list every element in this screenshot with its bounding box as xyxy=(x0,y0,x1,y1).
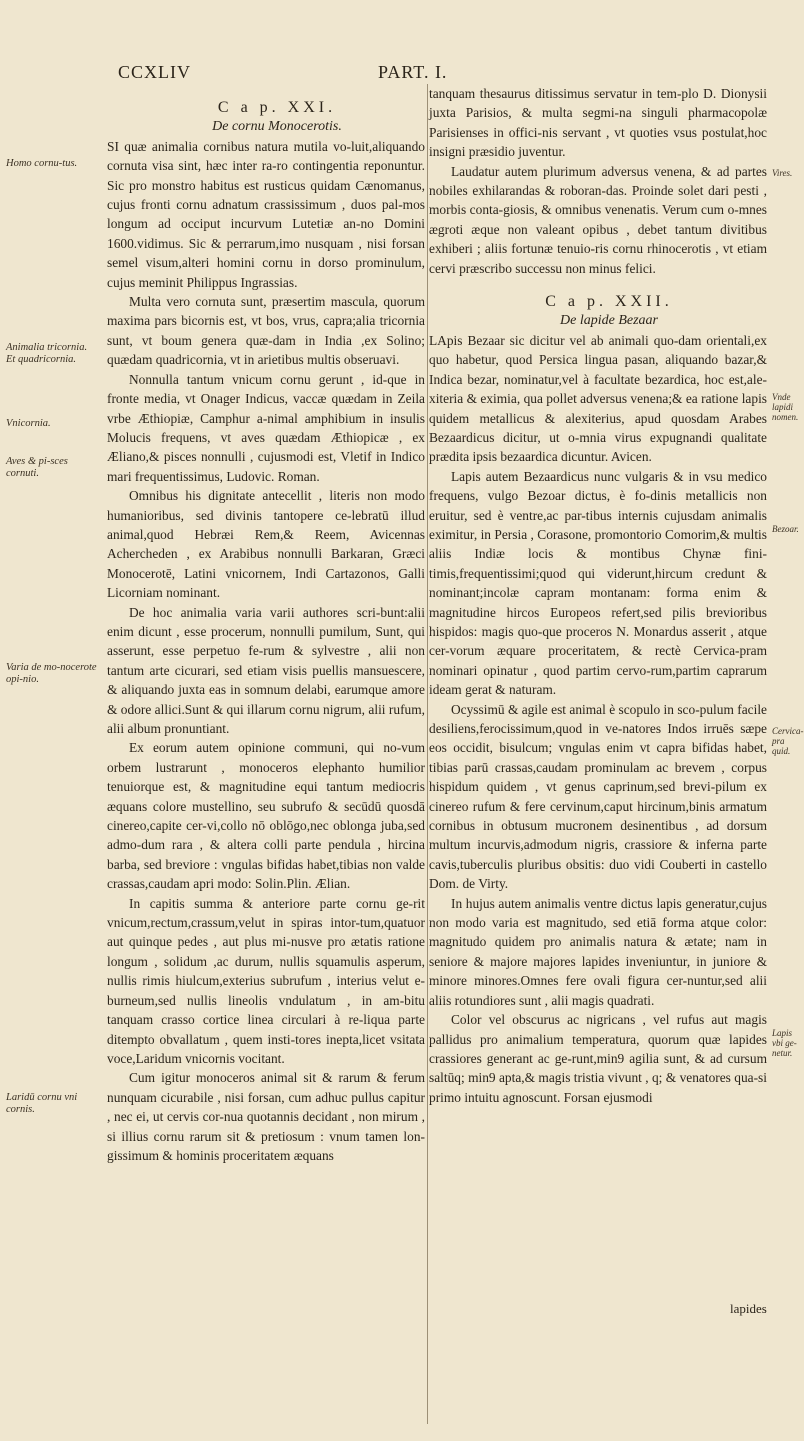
right-column xyxy=(429,84,767,1107)
chapter-heading: C a p. XXI. xyxy=(217,99,337,116)
margin-note: Bezoar. xyxy=(772,524,799,534)
margin-note: Aves & pi-sces cornuti. xyxy=(6,456,68,479)
margin-note: Cervica-pra quid. xyxy=(772,726,804,756)
paragraph: tanquam thesaurus ditissimus servatur in tem-plo D. Dionysii juxta Parisios, & multa segmi-na singuli pharmacopolæ Parisienses in offici-nis servant , vt quoties vsus postulat,hoc insigni præsidio juventur. xyxy=(429,86,767,160)
paragraph: Color vel obscurus ac nigricans , vel rufus aut magis pallidus pro animalium temperatura, quorum quæ lapides crassiores generant ac ge-runt,min9 agilia sunt, & ad cursum saltūq; min9 apta,& magis tristia vivunt , q; & venatores qua-si primo intuitu agnoscunt. Forsan ejusmodi xyxy=(429,1012,767,1105)
paragraph: Nonnulla tantum vnicum cornu gerunt , id-que in fronte media, vt Onager Indicus, vaccæ quædam in Zeila vrbe Æthiopiæ, Camphur a-nimal amphibium in insulis Molucis frequens, vt aves quædam Æthiopicæ , ex Æliano,& pisces nonnulli , cujusmodi est, Vletif in Indico mari frequentissimus, Ludovic. Roman. xyxy=(107,371,425,484)
margin-note: Lapis vbi ge-netur. xyxy=(772,1028,797,1058)
paragraph: Ex eorum autem opinione communi, qui no-vum orbem lustrarunt , monoceros elephanto humilior tenuiorque est, & magnitudine equi tantum mediocris æquans colore mustellino, seu subrufo & secūdū quosdā cinereo,capite cer-vi,collo nō oblōgo,nec oblonga juba,sed admo-dum rara , & altera colli parte pendula , hircina barba, sed breviore : vngulas bifidas habet,tibias non valde crassas,caudam apri modo: Solin.Plin. Ælian. xyxy=(107,740,425,892)
page-number: CCXLIV xyxy=(118,62,191,82)
paragraph: Lapis autem Bezaardicus nunc vulgaris & in vsu medico frequens, vulgo Bezoar dictus, è fo-dinis metallicis non eruitur, sed è ventre,ac par-tibus internis cujusdam animalis eximitur, in Persia , Corasone, promontorio Comorim,& multis aliis Indiæ locis & montibus Chynæ fini-timis,frequentissimi;quod qui viderunt,hircum credunt & nominant;incolæ capram montanam: forma enim & magnitudine hircos Europeos refert,sed pilis brevioribus hispidos: magis quo-que proceros N. Monardus asserit , atque cer-vorum æquare proceritatem, & rectè Cervica-pram nominari opinatur , quod partim cervo-rum,partim caprarum ideam gerat & naturam. xyxy=(429,468,767,698)
margin-note: Varia de mo-nocerote opi-nio. xyxy=(6,662,97,685)
paragraph: In capitis summa & anteriore parte cornu ge-rit vnicum,rectum,crassum,velut in spiras intor-tum,quatuor aut quinque pedes , aut plus mi-nusve pro ætatis ratione longum , solidum ,ac durum, nullis squamulis asperum, nullis rimis hiulcum,exterius subrufum , interius velut e-burneum,sed nullis lineolis vndulatum , in am-bitu tanquam crasso cortice linea circulari à re-liqua parte ditempto obvallatum , quem insti-tores inepta,licet vsitata voce,Laridum vnicornis vocitant. xyxy=(107,895,425,1066)
catchword: lapides xyxy=(730,1301,767,1316)
margin-note: Vires. xyxy=(772,168,793,178)
paragraph: Omnibus his dignitate antecellit , literis non modo humanioribus, sed divinis tantopere ce-lebratū illud animal,quod Hebræi Rem,& Reem, Avicennas Achercheden , ex Arabibus nonnulli Barkaran, Græci Monocerotē, Latini vnicornem, Indi Cartazonos, Galli Licorniam nominant. xyxy=(107,488,425,601)
margin-note: Homo cornu-tus. xyxy=(6,158,78,169)
paragraph: Laudatur autem plurimum adversus venena, & ad partes nobiles exhilarandas & roboran-das. Proinde solet dari pesti , morbis conta-giosis, & omnibus venenatis. Verum cum o-mnes ægroti æque non valeant opibus , debet tantum divitibus exhiberi ; aliis fortunæ tenuio-ris cornu rhinocerotis , vt etiam cervi præscribo successu non minus felici. xyxy=(429,163,767,276)
margin-note: Laridū cornu vni cornis. xyxy=(6,1092,78,1115)
running-head: PART. I. xyxy=(378,62,448,82)
paragraph: Multa vero cornuta sunt, præsertim mascula, quorum maxima pars bicornis est, vt bos, vrus, capra;alia tricornia sunt, vt boum genera quæ-dam in India ,ex Solino; quædam quadricornia, vt in arietibus multis obseruavi. xyxy=(107,294,425,368)
chapter-title: De cornu Monocerotis. xyxy=(212,119,342,135)
column-divider xyxy=(427,84,428,1424)
paragraph: De hoc animalia varia varii authores scri-bunt:alii enim dicunt , esse procerum, nonnulli pumilum, Sunt, qui asserunt, esse perpetuo fe-rum & sylvestre , alii non tantum arte cicurari, sed etiam visis puellis mansuescere, & aliquando juxta eas in somnum delabi, earumque amore & odore allici.Sunt & qui illarum cornu nigrum, alii rufum, alii album pronuntiant. xyxy=(107,604,425,736)
chapter-title: De lapide Bezaar xyxy=(560,313,658,329)
paragraph: Ocyssimū & agile est animal è scopulo in sco-pulum facile desiliens,ferocissimum,quod in ve-natores Indos irruēs sæpe eos occidit, bisulcum; vngulas enim vt capra bifidas habet, tibias parū crassas,caudam prominulam ac brevem , corpus hispidum quidem , vt genus caprinum,sed brevi-pilum ex cinereo rufum & fere cervinum,caput hircinum,binis armatum cornibus in obtusum mucronem desinentibus , ad dorsum multum incurvis,admodum nigris, crassiore & inferna parte cavis,tuberculis pluribus obsitis: duo vidi Couberti in castello Dom. de Virty. xyxy=(429,701,767,892)
paragraph: Cum igitur monoceros animal sit & rarum & ferum nunquam cicurabile , nisi forsan, cum adhuc pullus capitur , nec ei, ut cervis cor-nua quotannis decidant , non mirum , si illius cornu rarum sit & pretiosum : vnum tamen lon-gissimum & hominis proceritatem æquans xyxy=(107,1070,425,1163)
chapter-heading: C a p. XXII. xyxy=(545,293,673,311)
paragraph: In hujus autem animalis ventre dictus lapis generatur,cujus non modo varia est magnitudo, sed etiā forma atque color: magnitudo quidem pro animalis natura & ætate; nam in seniore & majore majores lapides inveniuntur, in juniore & minore minores.Omnes fere ovali figura cer-nuntur,sed alii aliis rotundiores sunt , alii magis quadrati. xyxy=(429,895,767,1008)
paragraph: LApis Bezaar sic dicitur vel ab animali quo-dam orientali,ex quo habetur, quod Persica lingua pasan, aliquando bazar,& Indica bezar, nominatur,vel à facultate bezardica, hoc est,ale-xiteria & eximia, qua pollet adversus venena;& ea ratione lapis quidem metallicus & alexiterius, apud quosdam Arabes Bezaardicus dicitur, ut o-mnia virus expugnandi qualitate prædita ipsis bezaardica dicuntur. Avicen. xyxy=(429,332,767,465)
paragraph: SI quæ animalia cornibus natura mutila vo-luit,aliquando cornuta visa sint, hæc inter ra-ro contingentia reponuntur. Sic pro monstro habitus est rusticus quidam Cænomanus, cujus fronti cornu adnatum crassissimum , duos pal-mos longum ad occiput incurvum Lutetiæ an-no Domini 1600.vidimus. Sic & perrarum,imo nusquam , nisi forsan semel visum,alteri homini cornu in dorso prominulum, cujus meminit Philippus Ingrassias. xyxy=(107,138,425,290)
left-column xyxy=(107,98,425,1165)
margin-note: Animalia tricornia. Et quadricornia. xyxy=(6,342,88,365)
margin-note: Vnde lapidi nomen. xyxy=(772,392,799,422)
margin-note: Vnicornia. xyxy=(6,418,51,429)
